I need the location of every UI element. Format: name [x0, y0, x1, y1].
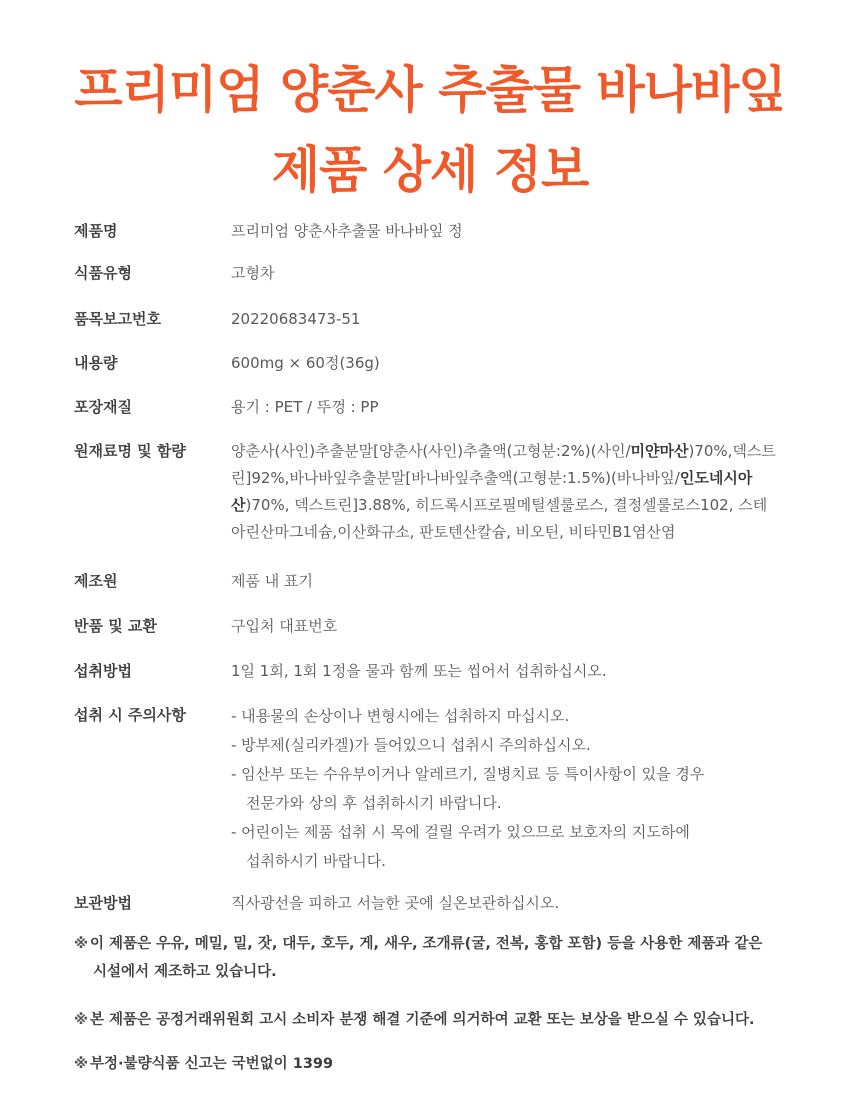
- spec-label: 품목보고번호: [74, 310, 161, 328]
- caution-item: - 방부제(실리카겔)가 들어있으니 섭취시 주의하십시오.: [231, 736, 591, 754]
- ingredients-text: 양춘사(사인)추출분말[양춘사(사인)추출액(고형분:2%)(사인/: [231, 442, 631, 460]
- consumer-dispute-notice: [74, 1006, 814, 1034]
- allergen-notice: [74, 930, 814, 986]
- spec-row-report-number: [74, 306, 794, 333]
- cautions-list: [231, 702, 794, 876]
- spec-label: 포장재질: [74, 398, 132, 416]
- ingredients-value: [231, 438, 776, 546]
- spec-label: 원재료명 및 함량: [74, 442, 186, 460]
- spec-row-food-type: [74, 260, 794, 287]
- spec-row-return-exchange: [74, 613, 794, 640]
- spec-label: 내용량: [74, 354, 118, 372]
- allergen-notice-line-2: 시설에서 제조하고 있습니다.: [93, 964, 277, 980]
- spec-row-intake-method: [74, 658, 794, 685]
- allergen-notice-line-1: 이 제품은 우유, 메밀, 밀, 잣, 대두, 호두, 게, 새우, 조개류(굴, 전복, 홍합 포함) 등을 사용한 제품과 같은: [90, 936, 763, 952]
- spec-value: 고형차: [231, 264, 275, 282]
- consumer-dispute-text: 본 제품은 공정거래위원회 고시 소비자 분쟁 해결 기준에 의거하여 교환 또는 보상을 받으실 수 있습니다.: [90, 1012, 755, 1028]
- spec-value: 프리미엄 양춘사추출물 바나바잎 정: [231, 222, 463, 240]
- spec-label: 섭취 시 주의사항: [74, 706, 186, 724]
- spec-label: 식품유형: [74, 264, 132, 282]
- spec-value: 20220683473-51: [231, 310, 361, 328]
- reference-mark-icon: ※: [74, 1012, 89, 1028]
- spec-label: 제품명: [74, 222, 118, 240]
- caution-item-continued: 섭취하시기 바랍니다.: [246, 852, 386, 870]
- ingredients-origin-myanmar: 미얀마산: [630, 442, 689, 460]
- caution-item-continued: 전문가와 상의 후 섭취하시기 바랍니다.: [246, 794, 502, 812]
- ingredients-text: )70%, 덱스트린]3.88%, 히드록시프로필메틸셀룰로스, 결정셀룰로스102, 스테아린산마그네슘,이산화규소, 판토텐산칼슘, 비오틴, 비타민B1염산염: [231, 496, 768, 541]
- spec-row-cautions: [74, 702, 794, 876]
- caution-item: - 내용물의 손상이나 변형시에는 섭취하지 마십시오.: [231, 707, 570, 725]
- spec-row-packaging: [74, 394, 794, 421]
- spec-value: 구입처 대표번호: [231, 617, 338, 635]
- caution-item: - 어린이는 제품 섭취 시 목에 걸릴 우려가 있으므로 보호자의 지도하에: [231, 823, 690, 841]
- spec-label: 제조원: [74, 572, 118, 590]
- spec-value: 제품 내 표기: [231, 572, 313, 590]
- spec-value: 용기 : PET / 뚜껑 : PP: [231, 398, 379, 416]
- ingredients-origin-indonesia: 인도네시아산: [231, 469, 753, 514]
- reference-mark-icon: ※: [74, 1056, 89, 1072]
- reference-mark-icon: ※: [74, 936, 89, 952]
- spec-row-manufacturer: [74, 568, 794, 595]
- spec-row-ingredients: [74, 438, 794, 546]
- spec-value: 600mg × 60정(36g): [231, 354, 380, 372]
- page-title-line-2: 제품 상세 정보: [271, 141, 589, 199]
- spec-value: 직사광선을 피하고 서늘한 곳에 실온보관하십시오.: [231, 894, 560, 912]
- spec-label: 반품 및 교환: [74, 617, 157, 635]
- spec-label: 보관방법: [74, 894, 132, 912]
- spec-label: 섭취방법: [74, 662, 132, 680]
- caution-item: - 임산부 또는 수유부이거나 알레르기, 질병치료 등 특이사항이 있을 경우: [231, 765, 705, 783]
- ingredients-text: )70%,덱스트린]92%,바나바잎추출분말[바나바잎추출액(고형분:1.5%)(바나바잎/: [231, 442, 776, 487]
- spec-row-product-name: [74, 218, 794, 245]
- spec-row-storage: [74, 890, 794, 917]
- spec-value: 1일 1회, 1회 1정을 물과 함께 또는 씹어서 섭취하십시오.: [231, 662, 607, 680]
- report-hotline-notice: [74, 1050, 814, 1078]
- page-title-line-1: 프리미엄 양춘사 추출물 바나바잎: [74, 61, 786, 119]
- spec-row-content-amount: [74, 350, 794, 377]
- report-hotline-text: 부정·불량식품 신고는 국번없이 1399: [90, 1056, 334, 1072]
